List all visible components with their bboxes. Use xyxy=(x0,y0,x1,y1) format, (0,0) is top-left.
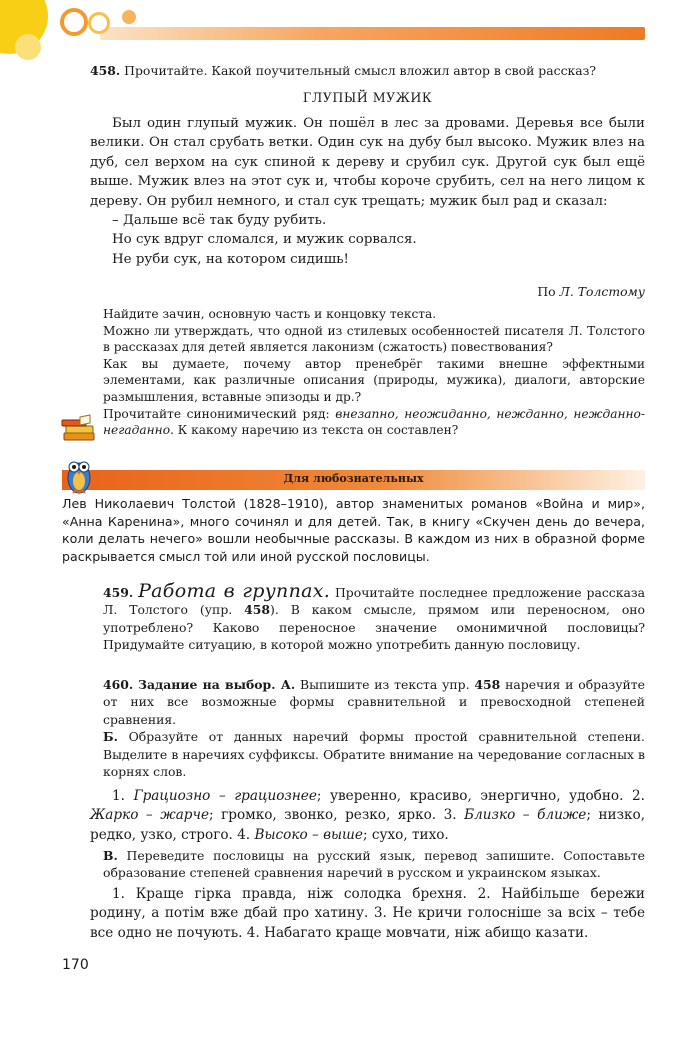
exercise-text: Выпишите из текста упр. xyxy=(300,677,470,692)
curiosity-label: Для любознательных xyxy=(283,472,424,485)
exercise-part-a xyxy=(103,676,645,728)
exercise-458-task xyxy=(90,63,645,79)
proverbs-text: 1. Краще гірка правда, ніж солодка брехня. 2. Найбільше бережи родину, а потім вже дбай про хатину. 3. Не кричи голосніше за всіх – тебе все одно не почують. 4. Набагато краще мовчати, ніж абищо казати. xyxy=(90,886,645,941)
story-paragraph: Не руби сук, на котором сидишь! xyxy=(112,251,349,267)
question-text: . К какому наречию из текста он составлен? xyxy=(170,423,459,438)
exercise-part-b xyxy=(103,728,645,780)
exercise-text: наречия и образуйте от них все возможные формы сравнительной и превосходной степеней сравнения. xyxy=(103,677,645,727)
adverb-list-text: ; уверенно, красиво, энергично, удобно. xyxy=(316,788,624,804)
exercise-number: 458. xyxy=(90,63,121,78)
exercise-text: Прочитайте последнее предложение рассказа Л. Толстого (упр. xyxy=(103,585,645,618)
exercise-task-text: Прочитайте. Какой поучительный смысл вложил автор в свой рассказ? xyxy=(124,63,597,78)
item-number: 1. xyxy=(112,788,125,804)
proverbs-list xyxy=(90,885,645,943)
adverb-examples xyxy=(90,787,645,845)
exercise-heading: Задание на выбор. А. xyxy=(138,677,296,692)
questions-block xyxy=(103,306,645,439)
exercise-text: Образуйте от данных наречий формы простой сравнительной степени. Выделите в наречиях суффиксы. Обратите внимание на чередование согласных в корнях слов. xyxy=(103,729,645,780)
question xyxy=(103,406,645,439)
synonym-row: внезапно, неожиданно, нежданно, нежданно-негаданно xyxy=(103,406,645,438)
exercise-460 xyxy=(103,676,645,780)
adverb-list-text: ; сухо, тихо. xyxy=(362,826,449,843)
exercise-text: ). В каком смысле, прямом или переносном, оно употреблено? Каково переносное значение омонимичной пословицы? Придумайте ситуацию, в которой можно употребить данную пословицу. xyxy=(103,602,645,653)
adverb-list xyxy=(90,787,645,845)
adverb-example: Близко – ближе xyxy=(464,807,587,824)
decor-ring-2 xyxy=(88,12,110,34)
adverb-example: Грациозно – грациознее xyxy=(133,788,317,804)
item-number: 4. xyxy=(237,826,251,843)
question-text: Прочитайте синонимический ряд: xyxy=(103,406,330,421)
books-icon xyxy=(60,413,96,443)
part-label: В. xyxy=(103,848,118,863)
story-title: ГЛУПЫЙ МУЖИК xyxy=(302,90,433,105)
owl-icon xyxy=(64,452,94,496)
item-number: 3. xyxy=(443,807,457,824)
exercise-text: Переведите пословицы на русский язык, перевод запишите. Сопоставьте образование степеней сравнения наречий в русском и украинском языках. xyxy=(103,848,645,881)
story-paragraph: – Дальше всё так буду рубить. xyxy=(112,213,327,229)
question: Можно ли утверждать, что одной из стилевых особенностей писателя Л. Толстого в рассказах для детей является лаконизм (сжатость) повествования? xyxy=(103,323,645,355)
adverb-example: Жарко – жарче xyxy=(90,807,210,824)
author-prefix: По xyxy=(537,284,556,299)
curiosity-text: Лев Николаевич Толстой (1828–1910), автор знаменитых романов «Война и мир», «Анна Каренина», много сочинял и для детей. Так, в книгу «Скучен день до вечера, коли делать нечего» вошли необычные рассказы. В каждом из них в образной форме раскрывается смысл той или иной русской пословицы. xyxy=(62,496,645,564)
exercise-number: 459. xyxy=(103,585,134,600)
question: Как вы думаете, почему автор пренебрёг такими внешне эффектными элементами, как различные описания (природы, мужика), диалоги, авторские размышления, вставные эпизоды и др.? xyxy=(103,356,645,404)
item-number: 2. xyxy=(632,788,646,804)
question: Найдите зачин, основную часть и концовку текста. xyxy=(103,307,437,321)
group-work-label: Работа в группах. xyxy=(138,580,331,602)
part-label: Б. xyxy=(103,729,118,745)
adverb-list-text: ; громко, звонко, резко, ярко. xyxy=(209,807,437,824)
page-number: 170 xyxy=(62,957,89,973)
exercise-reference: 458 xyxy=(244,602,271,618)
exercise-number: 460. xyxy=(103,677,134,692)
author-name: Л. Толстому xyxy=(559,284,645,299)
story-paragraph: Но сук вдруг сломался, и мужик сорвался. xyxy=(112,232,417,248)
decor-circle-small xyxy=(15,34,41,60)
exercise-part-v xyxy=(103,847,645,882)
story-author xyxy=(90,284,645,299)
story-text xyxy=(90,114,645,269)
adverb-example: Высоко – выше xyxy=(254,826,363,843)
exercise-459 xyxy=(103,580,645,654)
decor-dot xyxy=(122,10,136,24)
decor-ring-1 xyxy=(60,8,88,36)
adverb-list-text: ; низко, редко, узко, строго. xyxy=(90,807,646,843)
header-accent-bar xyxy=(100,27,645,40)
story-paragraph: Был один глупый мужик. Он пошёл в лес за дровами. Деревья все были велики. Он стал срубать ветки. Один сук на дубу был высоко. Мужик влез на дуб, сел верхом на сук спиной к дереву и срубил сук. Другой сук был ещё выше. Мужик влез на этот сук и, чтобы короче срубить, сел на него лицом к дереву. Он рубил немного, и стал сук трещать; мужик был рад и сказал: xyxy=(90,116,645,209)
exercise-reference: 458 xyxy=(474,677,501,692)
